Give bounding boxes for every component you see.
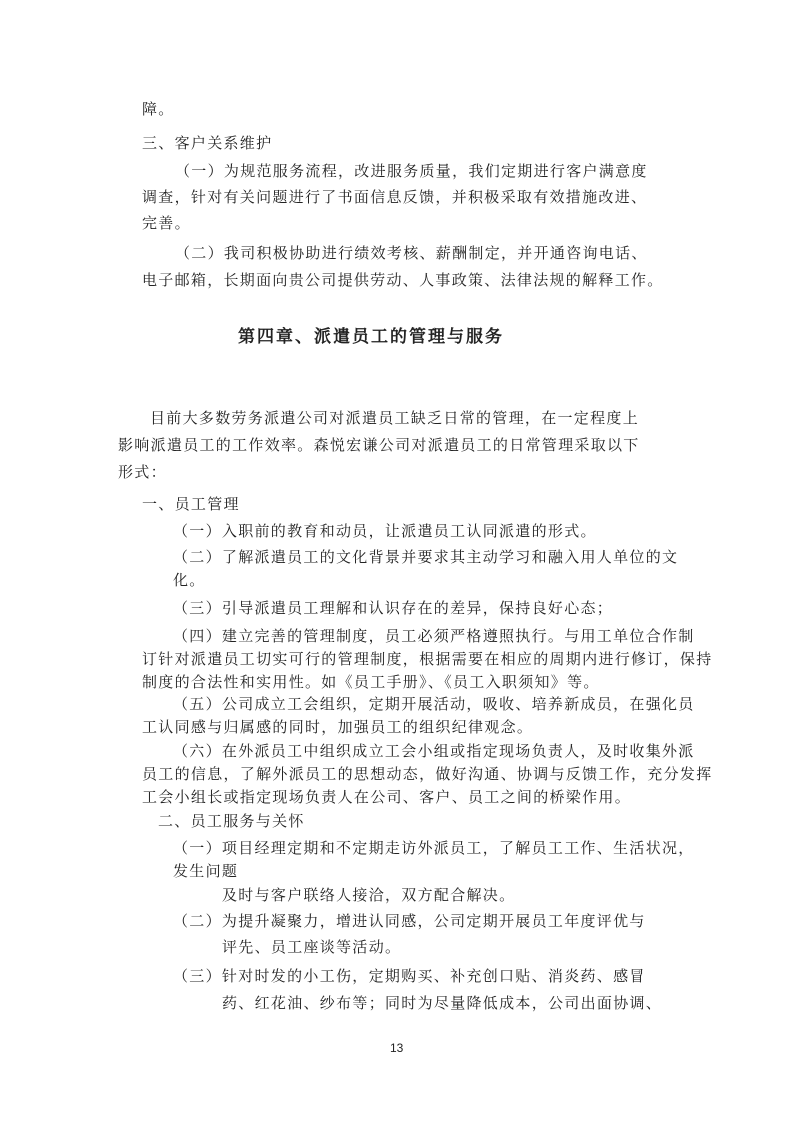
list-item: 评先、员工座谈等活动。 [222, 938, 402, 956]
paragraph-line: 电子邮箱，长期面向贵公司提供劳动、人事政策、法律法规的解释工作。 [142, 271, 664, 289]
list-item: 发生问题 [173, 862, 239, 880]
list-item: （一）入职前的教育和动员，让派遣员工认同派遣的形式。 [173, 522, 597, 540]
paragraph-line: 调查，针对有关问题进行了书面信息反馈，并积极采取有效措施改进、 [142, 188, 648, 206]
list-item: （六）在外派员工中组织成立工会小组或指定现场负责人，及时收集外派 [173, 742, 695, 760]
list-item: 制度的合法性和实用性。如《员工手册》、《员工入职须知》等。 [142, 673, 600, 691]
paragraph-line: 目前大多数劳务派遣公司对派遣员工缺乏日常的管理，在一定程度上 [150, 409, 640, 427]
section-heading-employee-service: 二、员工服务与关怀 [158, 812, 305, 830]
list-item: 员工的信息，了解外派员工的思想动态，做好沟通、协调与反馈工作，充分发挥 [142, 765, 713, 783]
section-heading-employee-management: 一、员工管理 [142, 495, 240, 513]
paragraph-line: 影响派遣员工的工作效率。森悦宏谦公司对派遣员工的日常管理采取以下 [118, 436, 640, 454]
list-item: （三）针对时发的小工伤，定期购买、补充创口贴、消炎药、感冒 [173, 967, 646, 985]
section-heading-customer-relations: 三、客户关系维护 [142, 134, 273, 152]
list-item: （二）了解派遣员工的文化背景并要求其主动学习和融入用人单位的文 [173, 548, 679, 566]
chapter-title: 第四章、派遣员工的管理与服务 [238, 327, 504, 347]
page-number: 13 [390, 1041, 404, 1055]
list-item: （四）建立完善的管理制度，员工必须严格遵照执行。与用工单位合作制 [173, 627, 695, 645]
list-item: 化。 [173, 571, 206, 589]
list-item: 及时与客户联络人接洽，双方配合解决。 [222, 886, 516, 904]
list-item: （五）公司成立工会组织，定期开展活动，吸收、培养新成员，在强化员 [173, 695, 695, 713]
list-item: 订针对派遣员工切实可行的管理制度，根据需要在相应的周期内进行修订，保持 [142, 650, 713, 668]
list-item: 工认同感与归属感的同时，加强员工的组织纪律观念。 [142, 718, 534, 736]
list-item: （三）引导派遣员工理解和认识存在的差异，保持良好心态； [173, 599, 614, 617]
paragraph-line: 完善。 [142, 214, 191, 232]
paragraph-line: （一）为规范服务流程，改进服务质量，我们定期进行客户满意度 [175, 162, 648, 180]
continuation-text: 障。 [142, 100, 175, 118]
list-item: （一）项目经理定期和不定期走访外派员工，了解员工工作、生活状况， [173, 839, 695, 857]
list-item: 工会小组长或指定现场负责人在公司、客户、员工之间的桥梁作用。 [142, 788, 632, 806]
paragraph-line: 形式： [118, 463, 167, 481]
list-item: （二）为提升凝聚力，增进认同感，公司定期开展员工年度评优与 [173, 912, 646, 930]
paragraph-line: （二）我司积极协助进行绩效考核、薪酬制定，并开通咨询电话、 [175, 244, 648, 262]
list-item: 药、红花油、纱布等；同时为尽量降低成本，公司出面协调、 [222, 994, 663, 1012]
